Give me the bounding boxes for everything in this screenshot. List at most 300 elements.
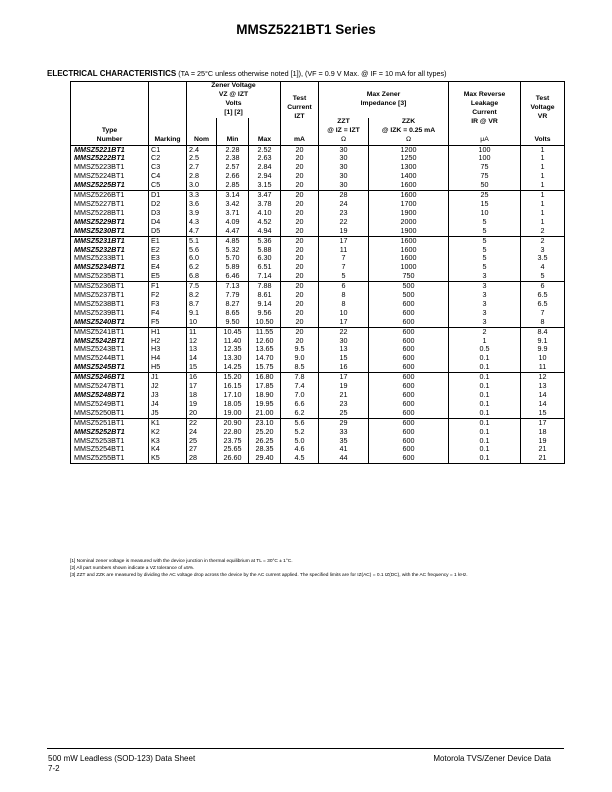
cell-izt: 20: [281, 172, 319, 181]
cell-ir: 0.5: [449, 345, 521, 354]
caption-conditions: (TA = 25°C unless otherwise noted [1]), (VF = 0.9 V Max. @ IF = 10 mA for all types): [178, 69, 447, 78]
header-zener-voltage: [187, 82, 281, 118]
cell-marking: H5: [149, 363, 187, 372]
table-row: [71, 300, 565, 309]
cell-min: 5.70: [217, 254, 249, 263]
header-test-current: [281, 82, 319, 136]
cell-ir: 75: [449, 172, 521, 181]
cell-izt: 20: [281, 154, 319, 163]
cell-max: 18.90: [249, 391, 281, 400]
table-row: [71, 246, 565, 255]
cell-ir: 3: [449, 272, 521, 281]
cell-marking: F2: [149, 291, 187, 300]
header-min-spacer: [217, 118, 249, 136]
table-row: [71, 227, 565, 236]
cell-izt: 4.5: [281, 454, 319, 463]
cell-zzk: 600: [369, 445, 449, 454]
cell-max: 6.30: [249, 254, 281, 263]
cell-nom: 20: [187, 409, 217, 418]
cell-min: 11.40: [217, 337, 249, 346]
cell-zzt: 30: [319, 145, 369, 154]
cell-izt: 5.2: [281, 428, 319, 437]
cell-marking: E5: [149, 272, 187, 281]
cell-zzk: 1600: [369, 246, 449, 255]
cell-min: 6.46: [217, 272, 249, 281]
cell-max: 5.36: [249, 236, 281, 245]
cell-izt: 6.6: [281, 400, 319, 409]
cell-nom: 12: [187, 337, 217, 346]
cell-izt: 7.0: [281, 391, 319, 400]
cell-min: 8.27: [217, 300, 249, 309]
cell-min: 20.90: [217, 418, 249, 427]
electrical-characteristics-table: [70, 81, 565, 464]
cell-vr: 1: [521, 218, 565, 227]
cell-type: MMSZ5246BT1: [71, 373, 149, 382]
cell-izt: 9.0: [281, 354, 319, 363]
cell-max: 8.61: [249, 291, 281, 300]
cell-ir: 50: [449, 181, 521, 190]
cell-marking: E3: [149, 254, 187, 263]
cell-max: 26.25: [249, 437, 281, 446]
cell-ir: 5: [449, 254, 521, 263]
cell-zzk: 1250: [369, 154, 449, 163]
cell-ir: 100: [449, 145, 521, 154]
header-reverse-leakage: [449, 82, 521, 136]
cell-zzt: 41: [319, 445, 369, 454]
cell-vr: 7: [521, 309, 565, 318]
footer-divider: [47, 748, 564, 749]
header-zzk-1: ZZK: [401, 117, 416, 125]
cell-max: 9.14: [249, 300, 281, 309]
header-marking: Marking: [149, 82, 187, 146]
cell-marking: H2: [149, 337, 187, 346]
cell-ir: 100: [449, 154, 521, 163]
cell-nom: 4.7: [187, 227, 217, 236]
cell-nom: 6.0: [187, 254, 217, 263]
cell-nom: 14: [187, 354, 217, 363]
table-row: [71, 282, 565, 291]
table-row: [71, 200, 565, 209]
cell-zzk: 600: [369, 418, 449, 427]
cell-min: 18.05: [217, 400, 249, 409]
header-rev-1: Max Reverse: [463, 91, 506, 98]
cell-vr: 13: [521, 382, 565, 391]
cell-min: 12.35: [217, 345, 249, 354]
cell-vr: 1: [521, 145, 565, 154]
cell-vr: 8: [521, 318, 565, 327]
cell-vr: 19: [521, 437, 565, 446]
cell-ir: 0.1: [449, 373, 521, 382]
cell-marking: D1: [149, 191, 187, 200]
cell-zzk: 600: [369, 409, 449, 418]
cell-zzt: 7: [319, 254, 369, 263]
cell-marking: E2: [149, 246, 187, 255]
cell-min: 10.45: [217, 327, 249, 336]
cell-izt: 20: [281, 181, 319, 190]
header-rev-4: IR @ VR: [471, 117, 498, 125]
cell-zzk: 1400: [369, 172, 449, 181]
table-caption: [47, 69, 447, 78]
cell-nom: 27: [187, 445, 217, 454]
table-row: [71, 172, 565, 181]
cell-izt: 8.5: [281, 363, 319, 372]
cell-type: MMSZ5236BT1: [71, 282, 149, 291]
table-row: [71, 318, 565, 327]
cell-zzt: 5: [319, 272, 369, 281]
cell-zzt: 17: [319, 318, 369, 327]
cell-zzk: 2000: [369, 218, 449, 227]
cell-vr: 9.1: [521, 337, 565, 346]
table-row: [71, 209, 565, 218]
header-zzt-2: @ IZ = IZT: [327, 126, 360, 134]
cell-zzt: 30: [319, 172, 369, 181]
cell-max: 7.14: [249, 272, 281, 281]
cell-type: MMSZ5233BT1: [71, 254, 149, 263]
table-row: [71, 154, 565, 163]
cell-zzt: 8: [319, 300, 369, 309]
cell-vr: 1: [521, 191, 565, 200]
footer-right: Motorola TVS/Zener Device Data: [433, 754, 551, 763]
cell-zzt: 23: [319, 400, 369, 409]
cell-izt: 4.6: [281, 445, 319, 454]
cell-max: 3.15: [249, 181, 281, 190]
cell-izt: 20: [281, 209, 319, 218]
cell-type: MMSZ5221BT1: [71, 145, 149, 154]
cell-nom: 4.3: [187, 218, 217, 227]
cell-zzk: 1900: [369, 209, 449, 218]
cell-zzt: 29: [319, 418, 369, 427]
cell-min: 5.32: [217, 246, 249, 255]
cell-max: 6.51: [249, 263, 281, 272]
footer-doc-title: 500 mW Leadless (SOD-123) Data Sheet: [48, 754, 196, 763]
cell-min: 14.25: [217, 363, 249, 372]
cell-vr: 1: [521, 200, 565, 209]
cell-type: MMSZ5240BT1: [71, 318, 149, 327]
cell-vr: 1: [521, 163, 565, 172]
cell-izt: 20: [281, 200, 319, 209]
cell-marking: C1: [149, 145, 187, 154]
cell-max: 28.35: [249, 445, 281, 454]
table-row: [71, 163, 565, 172]
cell-zzk: 600: [369, 337, 449, 346]
cell-zzt: 30: [319, 337, 369, 346]
cell-zzk: 500: [369, 291, 449, 300]
header-impedance: [319, 82, 449, 118]
cell-ir: 0.1: [449, 363, 521, 372]
header-vr-unit: Volts: [521, 136, 565, 145]
cell-marking: J5: [149, 409, 187, 418]
cell-zzt: 23: [319, 209, 369, 218]
table-row: [71, 454, 565, 463]
cell-ir: 2: [449, 327, 521, 336]
cell-ir: 0.1: [449, 445, 521, 454]
cell-zzt: 22: [319, 218, 369, 227]
cell-marking: K3: [149, 437, 187, 446]
header-zzk: [369, 118, 449, 136]
cell-marking: C2: [149, 154, 187, 163]
cell-ir: 1: [449, 337, 521, 346]
cell-max: 23.10: [249, 418, 281, 427]
cell-type: MMSZ5223BT1: [71, 163, 149, 172]
cell-min: 4.85: [217, 236, 249, 245]
cell-ir: 3: [449, 291, 521, 300]
cell-min: 4.47: [217, 227, 249, 236]
cell-vr: 8.4: [521, 327, 565, 336]
cell-nom: 24: [187, 428, 217, 437]
cell-marking: C3: [149, 163, 187, 172]
cell-vr: 5: [521, 272, 565, 281]
cell-nom: 5.6: [187, 246, 217, 255]
cell-type: MMSZ5229BT1: [71, 218, 149, 227]
header-zzt-1: ZZT: [337, 117, 350, 125]
cell-zzt: 30: [319, 154, 369, 163]
footnote-2: [2] All part numbers shown indicate a VZ tolerance of ±5%.: [70, 565, 195, 571]
cell-nom: 18: [187, 391, 217, 400]
cell-marking: J2: [149, 382, 187, 391]
cell-marking: K1: [149, 418, 187, 427]
cell-izt: 6.2: [281, 409, 319, 418]
cell-vr: 1: [521, 172, 565, 181]
cell-izt: 5.0: [281, 437, 319, 446]
header-max-spacer: [249, 118, 281, 136]
cell-type: MMSZ5234BT1: [71, 263, 149, 272]
cell-type: MMSZ5245BT1: [71, 363, 149, 372]
cell-max: 11.55: [249, 327, 281, 336]
table-row: [71, 382, 565, 391]
cell-max: 14.70: [249, 354, 281, 363]
cell-zzk: 600: [369, 300, 449, 309]
cell-zzt: 33: [319, 428, 369, 437]
table-row: [71, 363, 565, 372]
cell-zzk: 1700: [369, 200, 449, 209]
header-zener-1: Zener Voltage: [211, 82, 256, 89]
cell-min: 13.30: [217, 354, 249, 363]
cell-max: 3.78: [249, 200, 281, 209]
header-test-voltage: [521, 82, 565, 136]
cell-vr: 10: [521, 354, 565, 363]
cell-izt: 20: [281, 282, 319, 291]
cell-max: 29.40: [249, 454, 281, 463]
table-row: [71, 291, 565, 300]
cell-marking: D4: [149, 218, 187, 227]
cell-izt: 20: [281, 318, 319, 327]
cell-max: 2.63: [249, 154, 281, 163]
cell-type: MMSZ5227BT1: [71, 200, 149, 209]
cell-zzt: 19: [319, 227, 369, 236]
header-vr-2: Voltage: [530, 104, 555, 112]
cell-ir: 5: [449, 263, 521, 272]
cell-zzt: 8: [319, 291, 369, 300]
cell-zzk: 600: [369, 309, 449, 318]
cell-marking: F5: [149, 318, 187, 327]
cell-min: 17.10: [217, 391, 249, 400]
cell-ir: 10: [449, 209, 521, 218]
table-row: [71, 236, 565, 245]
cell-marking: C4: [149, 172, 187, 181]
cell-max: 10.50: [249, 318, 281, 327]
cell-max: 7.88: [249, 282, 281, 291]
cell-zzt: 24: [319, 200, 369, 209]
cell-izt: 20: [281, 291, 319, 300]
cell-nom: 6.2: [187, 263, 217, 272]
cell-vr: 14: [521, 391, 565, 400]
table-row: [71, 272, 565, 281]
table-row: [71, 445, 565, 454]
cell-type: MMSZ5228BT1: [71, 209, 149, 218]
cell-max: 4.10: [249, 209, 281, 218]
cell-marking: J3: [149, 391, 187, 400]
cell-type: MMSZ5254BT1: [71, 445, 149, 454]
cell-zzt: 30: [319, 163, 369, 172]
header-zzk-2: @ IZK = 0.25 mA: [381, 126, 436, 134]
cell-vr: 6.5: [521, 291, 565, 300]
cell-min: 2.28: [217, 145, 249, 154]
cell-zzk: 600: [369, 354, 449, 363]
cell-min: 3.71: [217, 209, 249, 218]
cell-type: MMSZ5242BT1: [71, 337, 149, 346]
table-row: [71, 191, 565, 200]
cell-min: 3.14: [217, 191, 249, 200]
cell-ir: 0.1: [449, 400, 521, 409]
cell-marking: D2: [149, 200, 187, 209]
cell-izt: 20: [281, 272, 319, 281]
header-test-2: Current: [287, 104, 312, 112]
cell-type: MMSZ5226BT1: [71, 191, 149, 200]
cell-zzt: 17: [319, 373, 369, 382]
cell-max: 13.65: [249, 345, 281, 354]
cell-zzk: 600: [369, 327, 449, 336]
cell-zzt: 35: [319, 437, 369, 446]
cell-zzk: 600: [369, 373, 449, 382]
cell-izt: 20: [281, 309, 319, 318]
cell-zzk: 600: [369, 428, 449, 437]
header-nom: Nom: [187, 136, 217, 145]
cell-zzt: 15: [319, 354, 369, 363]
cell-max: 12.60: [249, 337, 281, 346]
cell-zzt: 7: [319, 263, 369, 272]
cell-vr: 4: [521, 263, 565, 272]
cell-marking: J4: [149, 400, 187, 409]
cell-izt: 5.6: [281, 418, 319, 427]
cell-ir: 5: [449, 246, 521, 255]
table-row: [71, 345, 565, 354]
cell-max: 2.94: [249, 172, 281, 181]
cell-type: MMSZ5225BT1: [71, 181, 149, 190]
cell-zzk: 600: [369, 454, 449, 463]
cell-zzk: 1600: [369, 191, 449, 200]
cell-ir: 0.1: [449, 382, 521, 391]
cell-nom: 2.4: [187, 145, 217, 154]
cell-nom: 16: [187, 373, 217, 382]
cell-marking: D5: [149, 227, 187, 236]
table-row: [71, 373, 565, 382]
cell-max: 9.56: [249, 309, 281, 318]
cell-vr: 14: [521, 400, 565, 409]
cell-nom: 15: [187, 363, 217, 372]
cell-max: 3.47: [249, 191, 281, 200]
cell-min: 7.13: [217, 282, 249, 291]
cell-vr: 21: [521, 454, 565, 463]
table-row: [71, 354, 565, 363]
cell-marking: H4: [149, 354, 187, 363]
cell-vr: 6: [521, 282, 565, 291]
table-body: [71, 145, 565, 464]
header-zzk-unit: Ω: [369, 136, 449, 145]
cell-min: 15.20: [217, 373, 249, 382]
header-max: Max: [249, 136, 281, 145]
cell-marking: E1: [149, 236, 187, 245]
cell-zzt: 22: [319, 327, 369, 336]
header-zener-3: Volts: [225, 99, 242, 107]
table-row: [71, 418, 565, 427]
cell-min: 9.50: [217, 318, 249, 327]
cell-marking: F4: [149, 309, 187, 318]
cell-nom: 9.1: [187, 309, 217, 318]
header-rev-2: Leakage: [470, 99, 499, 107]
cell-ir: 5: [449, 218, 521, 227]
cell-zzt: 19: [319, 382, 369, 391]
cell-vr: 9.9: [521, 345, 565, 354]
cell-max: 2.52: [249, 145, 281, 154]
cell-nom: 2.8: [187, 172, 217, 181]
cell-izt: 7.8: [281, 373, 319, 382]
cell-izt: 20: [281, 218, 319, 227]
cell-type: MMSZ5232BT1: [71, 246, 149, 255]
cell-zzk: 1000: [369, 263, 449, 272]
header-row: [71, 82, 565, 118]
footnotes: [70, 559, 468, 579]
footnote-1: [1] Nominal zener voltage is measured with the device junction in thermal equilibrium at TL = 30°C ± 1°C.: [70, 559, 293, 564]
cell-zzk: 500: [369, 282, 449, 291]
cell-nom: 10: [187, 318, 217, 327]
cell-max: 17.85: [249, 382, 281, 391]
cell-zzk: 1600: [369, 181, 449, 190]
cell-vr: 18: [521, 428, 565, 437]
table-row: [71, 400, 565, 409]
cell-min: 2.38: [217, 154, 249, 163]
cell-zzk: 600: [369, 345, 449, 354]
table-row: [71, 437, 565, 446]
cell-zzk: 1600: [369, 254, 449, 263]
cell-marking: D3: [149, 209, 187, 218]
cell-marking: K5: [149, 454, 187, 463]
cell-izt: 20: [281, 254, 319, 263]
cell-ir: 3: [449, 282, 521, 291]
header-zener-4: [1] [2]: [224, 108, 243, 116]
table-row: [71, 309, 565, 318]
cell-zzt: 13: [319, 345, 369, 354]
cell-type: MMSZ5249BT1: [71, 400, 149, 409]
cell-vr: 2: [521, 236, 565, 245]
cell-zzk: 750: [369, 272, 449, 281]
header-zzt: [319, 118, 369, 136]
cell-vr: 3: [521, 246, 565, 255]
cell-nom: 2.7: [187, 163, 217, 172]
cell-zzt: 25: [319, 409, 369, 418]
header-test-1: Test: [292, 95, 307, 103]
cell-vr: 2: [521, 227, 565, 236]
cell-type: MMSZ5255BT1: [71, 454, 149, 463]
cell-marking: F3: [149, 300, 187, 309]
cell-type: MMSZ5252BT1: [71, 428, 149, 437]
cell-zzk: 1300: [369, 163, 449, 172]
cell-nom: 5.1: [187, 236, 217, 245]
cell-zzt: 28: [319, 191, 369, 200]
cell-type: MMSZ5243BT1: [71, 345, 149, 354]
cell-zzk: 1600: [369, 236, 449, 245]
cell-min: 8.65: [217, 309, 249, 318]
cell-marking: H3: [149, 345, 187, 354]
